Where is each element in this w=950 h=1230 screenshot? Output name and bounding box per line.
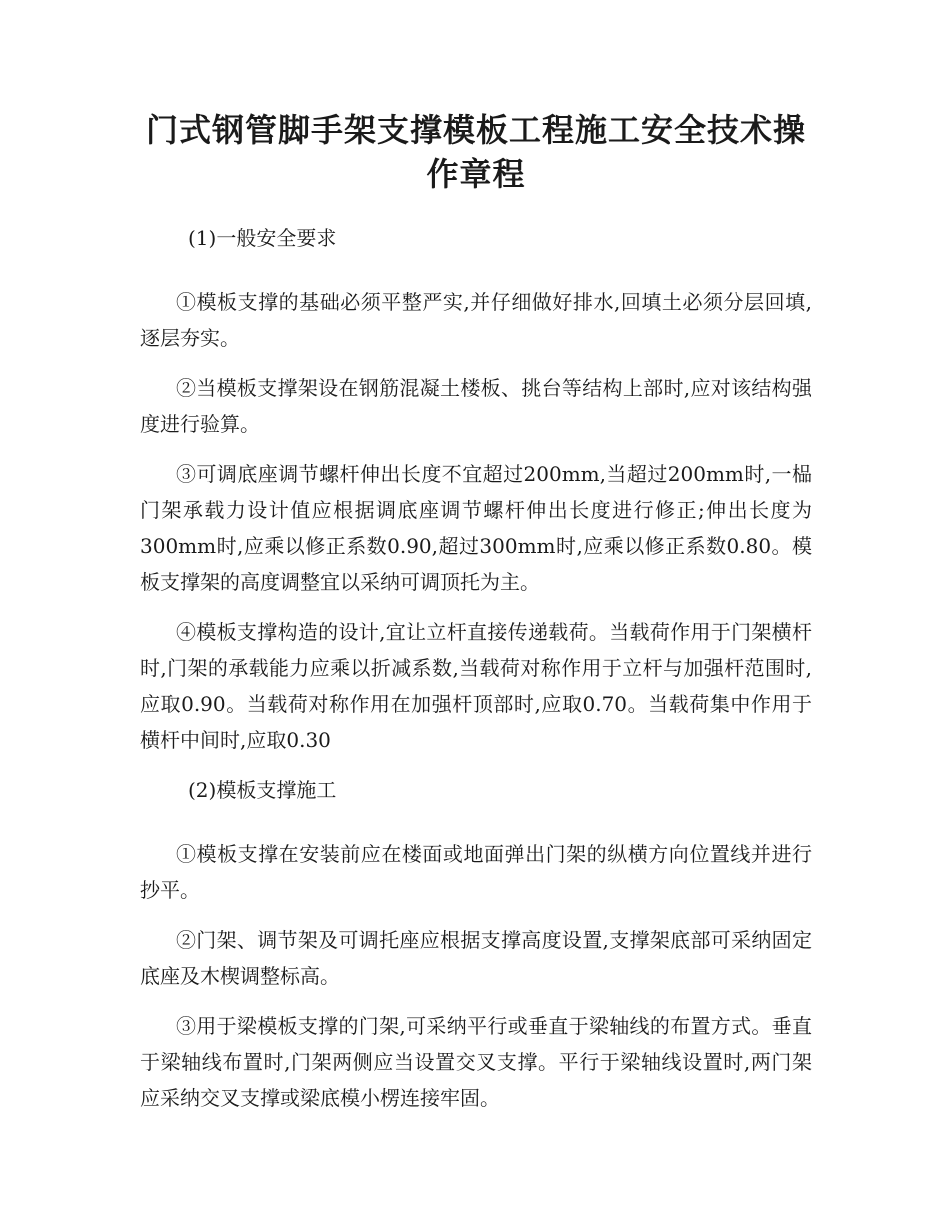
section-heading-general-safety: (1)一般安全要求 bbox=[188, 226, 337, 250]
paragraph: ①模板支撑的基础必须平整严实,并仔细做好排水,回填土必须分层回填,逐层夯实。 bbox=[140, 290, 812, 350]
paragraph: ①模板支撑在安装前应在楼面或地面弹出门架的纵横方向位置线并进行抄平。 bbox=[140, 842, 812, 902]
paragraph: ②当模板支撑架设在钢筋混凝土楼板、挑台等结构上部时,应对该结构强度进行验算。 bbox=[140, 376, 812, 436]
section-heading-formwork-support: (2)模板支撑施工 bbox=[188, 778, 337, 802]
document-page bbox=[140, 108, 812, 1130]
paragraph: ③用于梁模板支撑的门架,可采纳平行或垂直于梁轴线的布置方式。垂直于梁轴线布置时,门架两侧应当设置交叉支撑。平行于梁轴线设置时,两门架应采纳交叉支撑或梁底模小楞连接牢固。 bbox=[140, 1014, 812, 1110]
paragraph: ②门架、调节架及可调托座应根据支撑高度设置,支撑架底部可采纳固定底座及木楔调整标高。 bbox=[140, 928, 812, 988]
paragraph: ④模板支撑构造的设计,宜让立杆直接传递载荷。当载荷作用于门架横杆时,门架的承载能力应乘以折减系数,当载荷对称作用于立杆与加强杆范围时,应取0.90。当载荷对称作用在加强杆顶部时,应取0.70。当载荷集中作用于横杆中间时,应取0.30 bbox=[140, 620, 812, 752]
document-title: 门式钢管脚手架支撑模板工程施工安全技术操作章程 bbox=[145, 111, 806, 193]
paragraph: ③可调底座调节螺杆伸出长度不宜超过200mm,当超过200mm时,一榀门架承载力设计值应根据调底座调节螺杆伸出长度进行修正;伸出长度为300mm时,应乘以修正系数0.90,超过300mm时,应乘以修正系数0.80。模板支撑架的高度调整宜以采纳可调顶托为主。 bbox=[140, 462, 812, 594]
